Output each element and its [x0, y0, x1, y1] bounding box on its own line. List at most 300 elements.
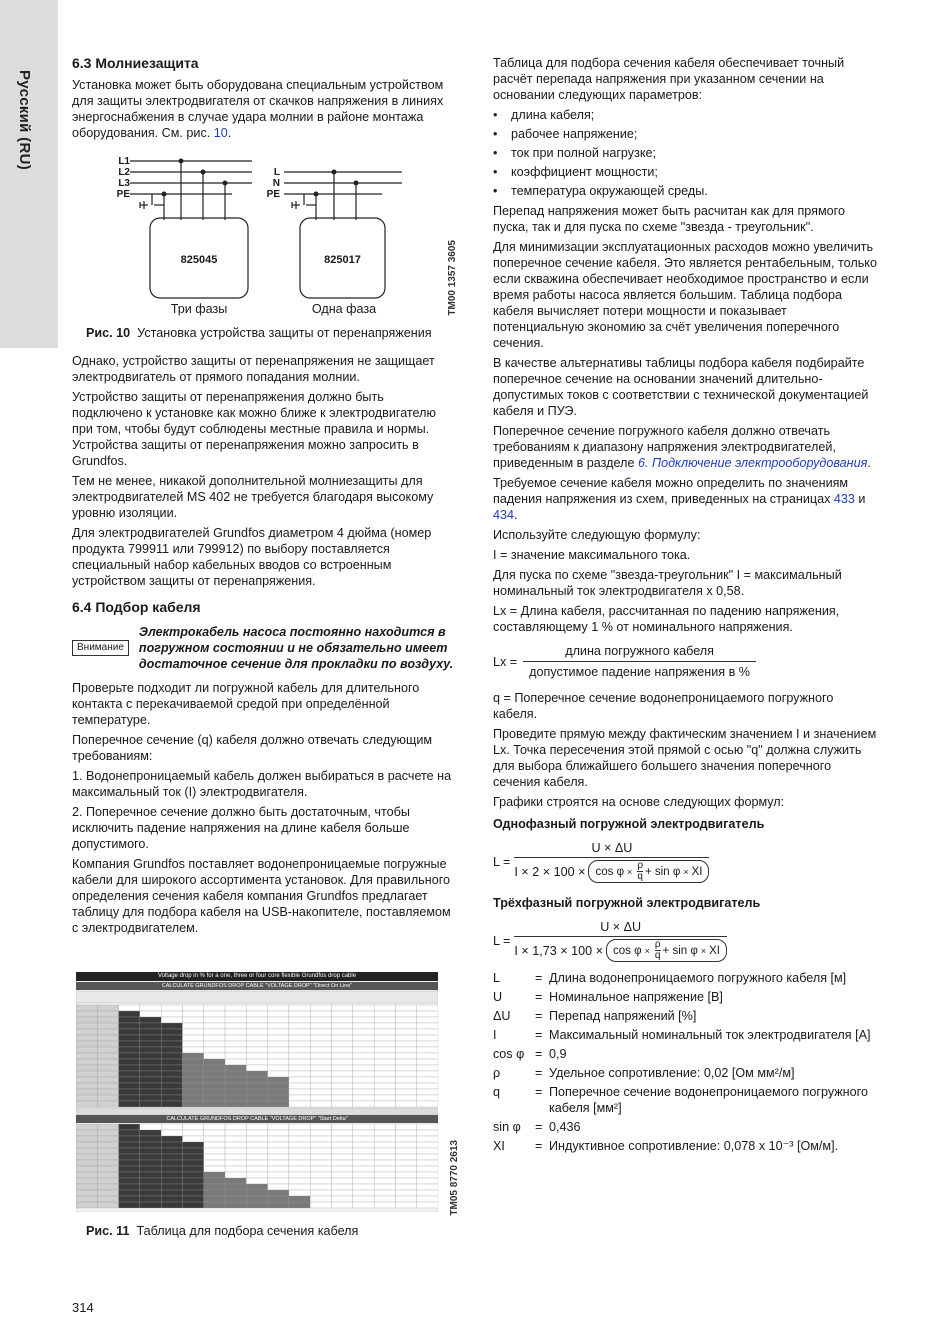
grid-cell: [417, 1166, 438, 1172]
list-item: • коэффициент мощности;: [493, 164, 878, 180]
grid-cell: [289, 1011, 310, 1017]
grid-cell: [374, 1035, 395, 1041]
grid-cell: [140, 1095, 161, 1101]
grid-cell: [289, 1071, 310, 1077]
grid-cell: [289, 1202, 310, 1208]
grid-cell: [374, 1184, 395, 1190]
grid-cell: [310, 1053, 331, 1059]
grid-cell: [374, 1148, 395, 1154]
grid-cell: [332, 1065, 353, 1071]
grid-cell: [119, 1005, 140, 1011]
grid-cell: [310, 1160, 331, 1166]
definition-row: [493, 1046, 878, 1065]
definition-value: Длина водонепроницаемого погружного кабеля [м]: [549, 971, 847, 985]
grid-cell: [353, 1005, 374, 1011]
caption-number: Рис. 10: [86, 326, 131, 340]
grid-cell: [395, 1178, 416, 1184]
paragraph-start-types: Перепад напряжения может быть расчитан как для прямого пуска, так и для пуска по схеме "звезда - треугольник".: [493, 204, 845, 234]
device-825017: 825017: [324, 254, 361, 266]
page-433-link[interactable]: 433: [833, 492, 855, 506]
grid-cell: [204, 1130, 225, 1136]
grid-cell: [417, 1142, 438, 1148]
grid-cell: [246, 1172, 267, 1178]
grid-cell: [76, 1083, 97, 1089]
grid-cell: [119, 1029, 140, 1035]
grid-cell: [395, 1017, 416, 1023]
grid-cell: [374, 1166, 395, 1172]
grid-cell: [417, 1017, 438, 1023]
grid-cell: [119, 1196, 140, 1202]
grid-cell: [268, 1095, 289, 1101]
paragraph-minimize-costs: Для минимизации эксплуатационных расходов можно увеличить поперечное сечение кабеля. Это является рентабельным, только если скважина обеспечивает необходимое пространство и если время работы насоса является большим. Таблица подбора кабеля вычисляет потери мощности и показывает потенциальную экономию за счёт увеличения поперечного сечения.: [493, 240, 877, 350]
paragraph-i-def: I = значение максимального тока.: [493, 548, 691, 562]
grid-cell: [332, 1160, 353, 1166]
list-item: • длина кабеля;: [493, 107, 878, 123]
grid-cell: [119, 1011, 140, 1017]
grid-cell: [268, 1166, 289, 1172]
grid-cell: [225, 1184, 246, 1190]
grid-cell: [310, 1124, 331, 1130]
three-phase-caption: Три фазы: [170, 302, 228, 316]
definition-equals: =: [535, 1047, 543, 1061]
grid-cell: [225, 1011, 246, 1017]
grid-cell: [395, 1148, 416, 1154]
grid-cell: [97, 1196, 118, 1202]
grid-cell: [204, 1059, 225, 1065]
grid-cell: [332, 1190, 353, 1196]
grid-cell: [289, 1142, 310, 1148]
grid-cell: [76, 1178, 97, 1184]
grid-cell: [97, 1166, 118, 1172]
grid-cell: [310, 1065, 331, 1071]
grid-cell: [161, 1077, 182, 1083]
fraction: [514, 840, 709, 883]
grid-cell: [225, 1154, 246, 1160]
label-l3: L3: [118, 178, 130, 189]
grid-cell: [140, 1136, 161, 1142]
definition-row: [493, 1027, 878, 1046]
grid-cell: [225, 1178, 246, 1184]
section-6-4-title: 6.4 Подбор кабеля: [72, 599, 201, 615]
denominator: [514, 936, 727, 962]
grid-cell: [119, 1023, 140, 1029]
grid-cell: [289, 1041, 310, 1047]
paragraph-text: Поперечное сечение погружного кабеля должно отвечать требованиям к диапазону напряжения электродвигателей, приведенным в разделе: [493, 424, 836, 470]
grid-cell: [374, 1071, 395, 1077]
grid-cell: [182, 1095, 203, 1101]
rho-symbol: ρ: [654, 939, 661, 950]
grid-cell: [417, 1041, 438, 1047]
grid-cell: [119, 1130, 140, 1136]
grid-cell: [374, 1017, 395, 1023]
grid-cell: [182, 1053, 203, 1059]
cos-text: cos: [612, 944, 631, 957]
grid-cell: [332, 1172, 353, 1178]
grid-cell: [310, 1059, 331, 1065]
grid-cell: [182, 1172, 203, 1178]
grid-cell: [204, 1196, 225, 1202]
grid-cell: [417, 1190, 438, 1196]
grid-cell: [417, 1077, 438, 1083]
warning-badge: Внимание: [72, 640, 129, 656]
grid-cell: [161, 1142, 182, 1148]
grid-cell: [289, 1172, 310, 1178]
grid-cell: [97, 1059, 118, 1065]
grid-cell: [374, 1065, 395, 1071]
grid-cell: [310, 1184, 331, 1190]
grid-cell: [76, 1142, 97, 1148]
grid-cell: [289, 1154, 310, 1160]
single-phase-heading: Однофазный погружной электродвигатель: [493, 817, 765, 831]
grid-cell: [140, 1178, 161, 1184]
grid-cell: [289, 1089, 310, 1095]
grid-cell: [332, 1077, 353, 1083]
grid-cell: [353, 1077, 374, 1083]
definition-equals: =: [535, 1009, 543, 1023]
grid-cell: [374, 1077, 395, 1083]
grid-cell: [225, 1166, 246, 1172]
grid-cell: [332, 1041, 353, 1047]
grid-cell: [395, 1154, 416, 1160]
grid-cell: [204, 1095, 225, 1101]
grid-cell: [310, 1023, 331, 1029]
grid-cell: [246, 1053, 267, 1059]
grid-cell: [182, 1190, 203, 1196]
grid-cell: [76, 1130, 97, 1136]
definition-symbol: ΔU: [493, 1009, 511, 1023]
grid-cell: [289, 1077, 310, 1083]
grid-cell: [97, 1172, 118, 1178]
grid-cell: [374, 1154, 395, 1160]
grid-cell: [395, 1071, 416, 1077]
grid-cell: [97, 1148, 118, 1154]
grid-cell: [97, 1178, 118, 1184]
grid-cell: [140, 1077, 161, 1083]
grid-cell: [140, 1023, 161, 1029]
formula-three-phase: [493, 919, 878, 962]
grid-cell: [182, 1196, 203, 1202]
grid-cell: [246, 1124, 267, 1130]
grid-cell: [76, 1041, 97, 1047]
table-header-3: CALCULATE GRUNDFOS DROP CABLE "VOLTAGE DROP" "Start Delta": [76, 1115, 438, 1123]
definition-symbol: ρ: [493, 1066, 501, 1080]
figure-10-code: TM00 1357 3605: [447, 240, 458, 316]
definition-equals: =: [535, 1120, 543, 1134]
phi-symbol: φ: [616, 865, 625, 878]
definition-equals: =: [535, 971, 543, 985]
grid-cell: [417, 1065, 438, 1071]
parameter-list: [493, 107, 878, 199]
grid-cell: [374, 1047, 395, 1053]
grid-cell: [76, 1071, 97, 1077]
grid-cell: [246, 1136, 267, 1142]
grid-cell: [225, 1101, 246, 1107]
definition-value: Удельное сопротивление: 0,02 [Ом мм²/м]: [549, 1066, 795, 1080]
grid-cell: [310, 1154, 331, 1160]
grid-cell: [97, 1101, 118, 1107]
grid-cell: [76, 1065, 97, 1071]
grid-cell: [353, 1101, 374, 1107]
grid-cell: [289, 1166, 310, 1172]
grid-cell: [395, 1166, 416, 1172]
grid-cell: [395, 1077, 416, 1083]
paragraph-formula-intro: Используйте следующую формулу:: [493, 528, 701, 542]
grid-cell: [289, 1035, 310, 1041]
grid-cell: [268, 1035, 289, 1041]
q-symbol: q: [654, 950, 661, 961]
paragraph-graphs: Графики строятся на основе следующих формул:: [493, 795, 785, 809]
grid-cell: [119, 1065, 140, 1071]
single-phase-caption: Одна фаза: [311, 302, 377, 316]
grid-cell: [353, 1160, 374, 1166]
grid-cell: [353, 1065, 374, 1071]
label-l1: L1: [118, 156, 130, 167]
numerator: длина погружного кабеля: [565, 644, 714, 658]
grid-cell: [182, 1023, 203, 1029]
grid-cell: [161, 1196, 182, 1202]
grid-cell: [182, 1065, 203, 1071]
fraction: [523, 643, 756, 680]
page-number: 314: [72, 1300, 94, 1315]
xl-symbol: XI: [691, 865, 703, 878]
grid-cell: [417, 1083, 438, 1089]
grid-cell: [374, 1041, 395, 1047]
grid-cell: [332, 1035, 353, 1041]
grid-cell: [76, 1190, 97, 1196]
grid-cell: [417, 1196, 438, 1202]
grid-cell: [246, 1142, 267, 1148]
grid-cell: [310, 1077, 331, 1083]
grid-cell: [246, 1148, 267, 1154]
grid-cell: [246, 1059, 267, 1065]
grid-cell: [119, 1053, 140, 1059]
grid-cell: [374, 1029, 395, 1035]
grid-cell: [204, 1029, 225, 1035]
grid-cell: [119, 1190, 140, 1196]
table-header-1: Voltage drop in % for a one, three or four core flexible Grundfos drop cable: [76, 972, 438, 981]
grid-cell: [119, 1142, 140, 1148]
grid-cell: [204, 1089, 225, 1095]
paragraph-end: .: [514, 508, 518, 522]
grid-cell: [225, 1071, 246, 1077]
grid-cell: [332, 1178, 353, 1184]
grid-cell: [395, 1124, 416, 1130]
grid-cell: [395, 1196, 416, 1202]
grid-cell: [417, 1095, 438, 1101]
grid-cell: [97, 1184, 118, 1190]
parenthesized-term: [588, 860, 709, 883]
grid-cell: [161, 1065, 182, 1071]
grid-cell: [268, 1023, 289, 1029]
grid-cell: [310, 1142, 331, 1148]
grid-cell: [395, 1047, 416, 1053]
grid-cell: [161, 1184, 182, 1190]
grid-cell: [417, 1035, 438, 1041]
grid-cell: [395, 1023, 416, 1029]
grid-cell: [140, 1011, 161, 1017]
grid-cell: [310, 1029, 331, 1035]
grid-cell: [204, 1136, 225, 1142]
grid-cell: [374, 1005, 395, 1011]
grid-cell: [374, 1142, 395, 1148]
section-6-link[interactable]: 6. Подключение электрооборудования: [637, 456, 868, 470]
grid-cell: [246, 1035, 267, 1041]
figure-10-link[interactable]: 10: [213, 126, 228, 140]
grid-cell: [225, 1095, 246, 1101]
definition-equals: =: [535, 1139, 543, 1153]
grid-cell: [417, 1160, 438, 1166]
grid-cell: [182, 1154, 203, 1160]
grid-cell: [417, 1005, 438, 1011]
grid-cell: [76, 1184, 97, 1190]
grid-cell: [204, 1035, 225, 1041]
grid-cell: [204, 1124, 225, 1130]
grid-cell: [332, 1202, 353, 1208]
grid-cell: [310, 1202, 331, 1208]
grid-cell: [161, 1095, 182, 1101]
grid-cell: [182, 1160, 203, 1166]
grid-cell: [268, 1011, 289, 1017]
grid-cell: [332, 1154, 353, 1160]
grid-cell: [332, 1029, 353, 1035]
grid-cell: [289, 1053, 310, 1059]
grid-cell: [310, 1148, 331, 1154]
grid-cell: [76, 1059, 97, 1065]
grid-cell: [395, 1095, 416, 1101]
grid-cell: [225, 1017, 246, 1023]
grid-cell: [161, 1041, 182, 1047]
grid-cell: [161, 1023, 182, 1029]
phi-symbol: φ: [690, 944, 698, 957]
grid-cell: [268, 1154, 289, 1160]
grid-cell: [140, 1172, 161, 1178]
grid-cell: [204, 1148, 225, 1154]
grid-cell: [374, 1124, 395, 1130]
grid-cell: [97, 1047, 118, 1053]
definition-symbol: XI: [493, 1139, 505, 1153]
grid-cell: [76, 1136, 97, 1142]
grid-cell: [97, 1035, 118, 1041]
grid-cell: [204, 1154, 225, 1160]
denominator-factor: I × 2 × 100 ×: [514, 864, 586, 879]
grid-cell: [225, 1089, 246, 1095]
grid-cell: [225, 1083, 246, 1089]
paragraph-req-2: 2. Поперечное сечение должно быть достаточным, чтобы исключить падение напряжения на длине кабеля больше допустимого.: [72, 805, 410, 851]
grid-cell: [268, 1065, 289, 1071]
grid-cell: [204, 1005, 225, 1011]
paragraph-connection: Устройство защиты от перенапряжения должно быть подключено к установке как можно ближе к электродвигателю при том, чтобы будут соблюдены местные правила и нормы. Устройства защиты от перенапряжения можно запросить в Grundfos.: [72, 390, 436, 468]
grid-cell: [161, 1154, 182, 1160]
grid-cell: [161, 1136, 182, 1142]
grid-cell: [76, 1202, 97, 1208]
list-item: • ток при полной нагрузке;: [493, 145, 878, 161]
grid-cell: [268, 1160, 289, 1166]
grid-cell: [161, 1101, 182, 1107]
grid-cell: [161, 1083, 182, 1089]
paragraph-draw-line: Проведите прямую между фактическим значением I и значением Lx. Точка пересечения этой прямой с осью "q" должна служить для выбора ближайшего большего значения поперечного сечения кабеля.: [493, 727, 877, 789]
grid-cell: [204, 1101, 225, 1107]
grid-cell: [353, 1035, 374, 1041]
grid-cell: [97, 1154, 118, 1160]
grid-cell: [182, 1089, 203, 1095]
grid-cell: [395, 1142, 416, 1148]
grid-cell: [417, 1047, 438, 1053]
grid-cell: [97, 1041, 118, 1047]
grid-cell: [374, 1172, 395, 1178]
paragraph-req-1: 1. Водонепроницаемый кабель должен выбираться в расчете на максимальный ток (I) электродвигателя.: [72, 769, 452, 799]
grid-cell: [353, 1136, 374, 1142]
grid-cell: [225, 1130, 246, 1136]
grid-cell: [268, 1190, 289, 1196]
grid-cell: [246, 1005, 267, 1011]
grid-cell: [204, 1083, 225, 1089]
section-6-3-title: 6.3 Молниезащита: [72, 55, 199, 71]
grid-cell: [225, 1047, 246, 1053]
grid-cell: [97, 1077, 118, 1083]
grid-cell: [225, 1172, 246, 1178]
paragraph-4inch: Для электродвигателей Grundfos диаметром 4 дюйма (номер продукта 799911 или 799912) по выбору поставляется специальный набор кабельных вводов со встроенным устройством защиты от перенапряжения.: [72, 526, 432, 588]
grid-cell: [204, 1190, 225, 1196]
grid-cell: [97, 1011, 118, 1017]
grid-cell: [268, 1083, 289, 1089]
grid-cell: [332, 1071, 353, 1077]
grid-cell: [332, 1053, 353, 1059]
grid-cell: [246, 1101, 267, 1107]
paragraph-and: и: [854, 492, 866, 506]
grid-cell: [225, 1035, 246, 1041]
paragraph-text: Установка может быть оборудована специальным устройством для защиты электродвигателя от скачков напряжения в линиях энергоснабжения в случае удара молнии в районе монтажа оборудования. См. рис.: [72, 78, 444, 140]
grid-cell: [76, 1095, 97, 1101]
grid-cell: [395, 1053, 416, 1059]
grid-cell: [182, 1017, 203, 1023]
grid-cell: [246, 1083, 267, 1089]
three-phase-labels: [116, 156, 130, 200]
grid-cell: [417, 1178, 438, 1184]
grid-cell: [417, 1124, 438, 1130]
grid-cell: [268, 1005, 289, 1011]
grid-cell: [182, 1178, 203, 1184]
plus-sin: + sin: [645, 865, 670, 878]
list-item: • рабочее напряжение;: [493, 126, 878, 142]
grid-cell: [395, 1202, 416, 1208]
grid-cell: [161, 1160, 182, 1166]
label-l2: L2: [118, 167, 130, 178]
page-434-link[interactable]: 434: [493, 508, 515, 522]
grid-cell: [204, 1053, 225, 1059]
grid-cell: [268, 1196, 289, 1202]
grid-cell: [353, 1011, 374, 1017]
grid-cell: [289, 1029, 310, 1035]
grid-cell: [76, 1124, 97, 1130]
grid-cell: [246, 1071, 267, 1077]
grid-cell: [76, 1035, 97, 1041]
grid-cell: [310, 1196, 331, 1202]
grid-cell: [97, 1160, 118, 1166]
xl-symbol: XI: [709, 944, 720, 957]
grid-cell: [204, 1017, 225, 1023]
device-825045: 825045: [180, 254, 218, 266]
grid-cell: [374, 1023, 395, 1029]
grid-cell: [76, 1172, 97, 1178]
grid-cell: [225, 1053, 246, 1059]
rho-symbol: ρ: [637, 860, 644, 871]
language-side-tab: [0, 0, 58, 348]
grid-cell: [182, 1011, 203, 1017]
grid-cell: [225, 1142, 246, 1148]
definition-row: [493, 970, 878, 989]
grid-cell: [268, 1089, 289, 1095]
grid-cell: [395, 1172, 416, 1178]
